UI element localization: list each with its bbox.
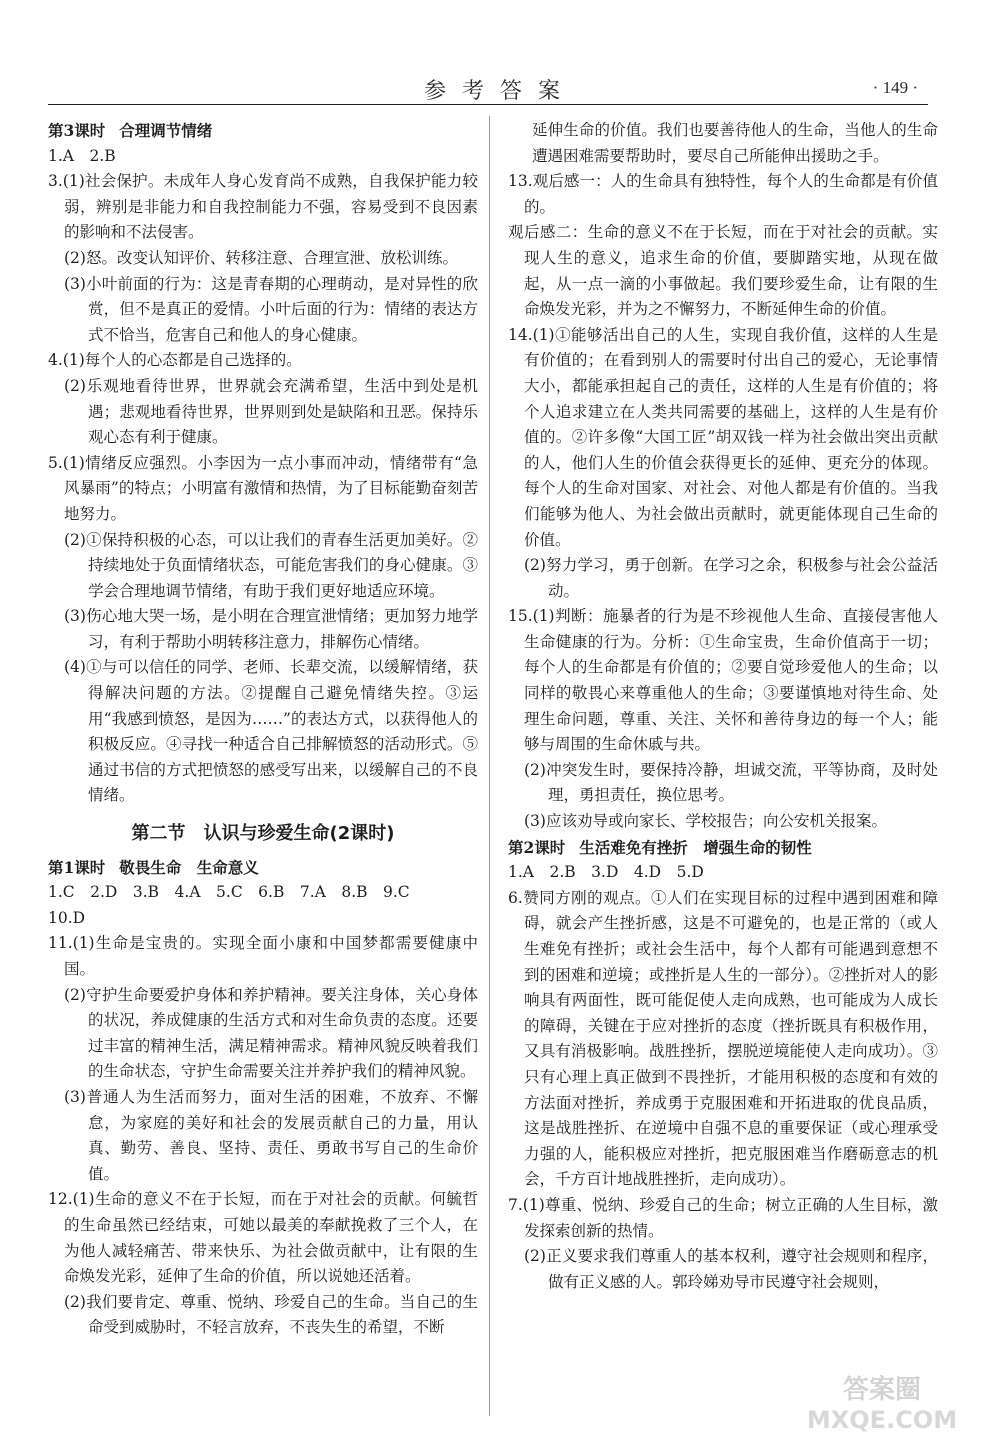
watermark-logo-text: 答案圈 [842,1375,922,1405]
page-header [0,0,1000,110]
lesson-heading [48,855,478,881]
answer-paragraph: 延伸生命的价值。我们也要善待他人的生命，当他人的生命遭遇困难需要帮助时，要尽自己所能伸出援助之手。 [532,121,938,165]
answer-paragraph: 10.D [48,908,86,927]
answer-paragraph: (2)我们要肯定、尊重、悦纳、珍爱自己的生命。当自己的生命受到威胁时，不轻言放弃，不丧失生的希望，不断 [64,1292,478,1337]
answer-paragraph: (2)冲突发生时，要保持冷静，坦诚交流，平等协商，及时处理，勇担责任，换位思考。 [524,760,938,805]
lesson-number: 第3课时 [48,121,106,140]
answer-paragraph: (3)普通人为生活而努力，面对生活的困难，不放弃、不懈怠，为家庭的美好和社会的发展贡献自己的力量，用认真、勤劳、善良、坚持、责任、勇敢书写自己的生命价值。 [64,1087,478,1183]
answer-paragraph: (4)①与可以信任的同学、老师、长辈交流，以缓解情绪，获得解决问题的方法。②提醒自己避免情绪失控。③运用“我感到愤怒，是因为……”的表达方式，以获得他人的积极反应。④寻找一种适合自己排解愤怒的活动形式。⑤通过书信的方式把愤怒的感受写出来，以缓解自己的不良情绪。 [64,658,478,805]
lesson-number: 第1课时 [48,857,106,877]
section-title: 认识与珍爱生命(2课时) [203,823,395,845]
answer-paragraph: (2)正义要求我们尊重人的基本权利，遵守社会规则和程序，做有正义感的人。郭玲娣劝导市民遵守社会规则， [524,1247,938,1291]
answer-paragraph: 3.(1)社会保护。未成年人身心发育尚不成熟，自我保护能力较弱，辨别是非能力和自我控制能力不强，容易受到不良因素的影响和不法侵害。 [48,172,478,242]
watermark-logo [782,1366,982,1436]
answer-paragraph: (2)①保持积极的心态，可以让我们的青春生活更加美好。②持续地处于负面情绪状态，可能危害我们的身心健康。③学会合理地调节情绪，有助于我们更好地适应环境。 [64,530,478,600]
section-heading [48,821,478,847]
answer-paragraph: 1.A 2.B [48,146,116,165]
section-number: 第二节 [131,823,186,845]
answer-paragraph: 14.(1)①能够活出自己的人生，实现自我价值，这样的人生是有价值的；在看到别人的需要时付出自己的爱心，无论事情大小，都能承担起自己的责任，这样的人生是有价值的；将个人追求建立在人类共同需要的基础上，这样的人生是有价值的。②许多像“大国工匠”胡双钱一样为社会做出突出贡献的人，他们人生的价值会获得更长的延伸、更充分的体现。每个人的生命对国家、对社会、对他人都是有价值的。当我们能够为他人、为社会做出贡献时，就更能体现自己生命的价值。 [508,325,938,549]
answer-paragraph: (3)应该劝导或向家长、学校报告；向公安机关报案。 [524,812,887,831]
column-divider [489,116,490,1416]
answer-paragraph: (2)努力学习，勇于创新。在学习之余，积极参与社会公益活动。 [524,556,938,600]
lesson-title: 合理调节情绪 [119,121,213,140]
answer-paragraph: (2)乐观地看待世界，世界就会充满希望，生活中到处是机遇；悲观地看待世界，世界则到处是缺陷和丑恶。保持乐观心态有利于健康。 [64,376,478,447]
answer-paragraph: 5.(1)情绪反应强烈。小李因为一点小事而冲动，情绪带有“急风暴雨”的特点；小明富有激情和热情，为了目标能勤奋刻苦地努力。 [48,453,478,523]
answer-paragraph: 12.(1)生命的意义不在于长短，而在于对社会的贡献。何毓哲的生命虽然已经结束，可她以最美的奉献挽救了三个人，在为他人减轻痛苦、带来快乐、为社会做贡献中，让有限的生命焕发光彩，延伸了生命的价值，所以说她还活着。 [48,1190,478,1286]
page-number: · 149 · [872,78,918,97]
answer-paragraph: 1.A 2.B 3.D 4.D 5.D [508,863,704,882]
lesson-heading [508,835,938,861]
answer-paragraph: 观后感二：生命的意义不在于长短，而在于对社会的贡献。实现人生的意义，追求生命的价值，要脚踏实地，从现在做起，从一点一滴的小事做起。我们要珍爱生命，让有限的生命焕发光彩，并为之不懈努力，不断延伸生命的价值。 [508,223,938,319]
answer-paragraph: 15.(1)判断：施暴者的行为是不珍视他人生命、直接侵害他人生命健康的行为。分析：①生命宝贵，生命价值高于一切；每个人的生命都是有价值的；②要自觉珍爱他人的生命；以同样的敬畏心来尊重他人的生命；③要谨慎地对待生命、处理生命问题，尊重、关注、关怀和善待身边的每一个人；能够与周围的生命休戚与共。 [508,607,938,754]
lesson-heading [48,118,478,144]
answer-paragraph: (3)小叶前面的行为：这是青春期的心理萌动，是对异性的欣赏，但不是真正的爱情。小叶后面的行为：情绪的表达方式不恰当，危害自己和他人的身心健康。 [64,274,478,344]
answer-paragraph: 6.赞同方刚的观点。①人们在实现目标的过程中遇到困难和障碍，就会产生挫折感，这是不可避免的，也是正常的（或人生难免有挫折；或社会生活中，每个人都有可能遇到意想不到的困难和逆境；或挫折是人生的一部分）。②挫折对人的影响具有两面性，既可能促使人走向成熟，也可能成为人成长的障碍，关键在于应对挫折的态度（挫折既具有积极作用，又具有消极影响。战胜挫折，摆脱逆境能使人走向成功）。③只有心理上真正做到不畏挫折，才能用积极的态度和有效的方法面对挫折，养成勇于克服困难和开拓进取的优良品质，这是战胜挫折、在逆境中自强不息的重要保证（或心理承受力强的人，能积极应对挫折，把克服困难当作磨砺意志的机会，千方百计地战胜挫折，走向成功）。 [508,888,938,1189]
answer-paragraph: 4.(1)每个人的心态都是自己选择的。 [48,351,302,370]
header-rule [48,104,928,105]
page-title: 参考答案 [423,79,576,104]
watermark-url: MXQE.COM [806,1406,958,1434]
answer-paragraph: (2)守护生命要爱护身体和养护精神。要关注身体，关心身体的状况，养成健康的生活方式和对生命负责的态度。还要过丰富的精神生活，满足精神需求。精神风貌反映着我们的生命状态，守护生命需要关注并养护我们的精神风貌。 [64,985,478,1081]
left-column [48,118,478,1428]
answer-paragraph: 1.C 2.D 3.B 4.A 5.C 6.B 7.A 8.B 9.C [48,883,410,902]
lesson-title: 生活难免有挫折 增强生命的韧性 [579,837,812,857]
answer-paragraph: 11.(1)生命是宝贵的。实现全面小康和中国梦都需要健康中国。 [48,934,478,978]
answer-paragraph: 13.观后感一：人的生命具有独特性，每个人的生命都是有价值的。 [508,172,938,216]
answer-paragraph: 7.(1)尊重、悦纳、珍爱自己的生命；树立正确的人生目标，激发探索创新的热情。 [508,1195,938,1240]
lesson-title: 敬畏生命 生命意义 [119,857,259,877]
right-column [508,118,938,1428]
lesson-number: 第2课时 [508,837,566,857]
answer-paragraph: (2)怒。改变认知评价、转移注意、合理宣泄、放松训练。 [64,248,458,267]
answer-paragraph: (3)伤心地大哭一场，是小明在合理宣泄情绪；更加努力地学习，有利于帮助小明转移注意力，排解伤心情绪。 [64,607,478,651]
